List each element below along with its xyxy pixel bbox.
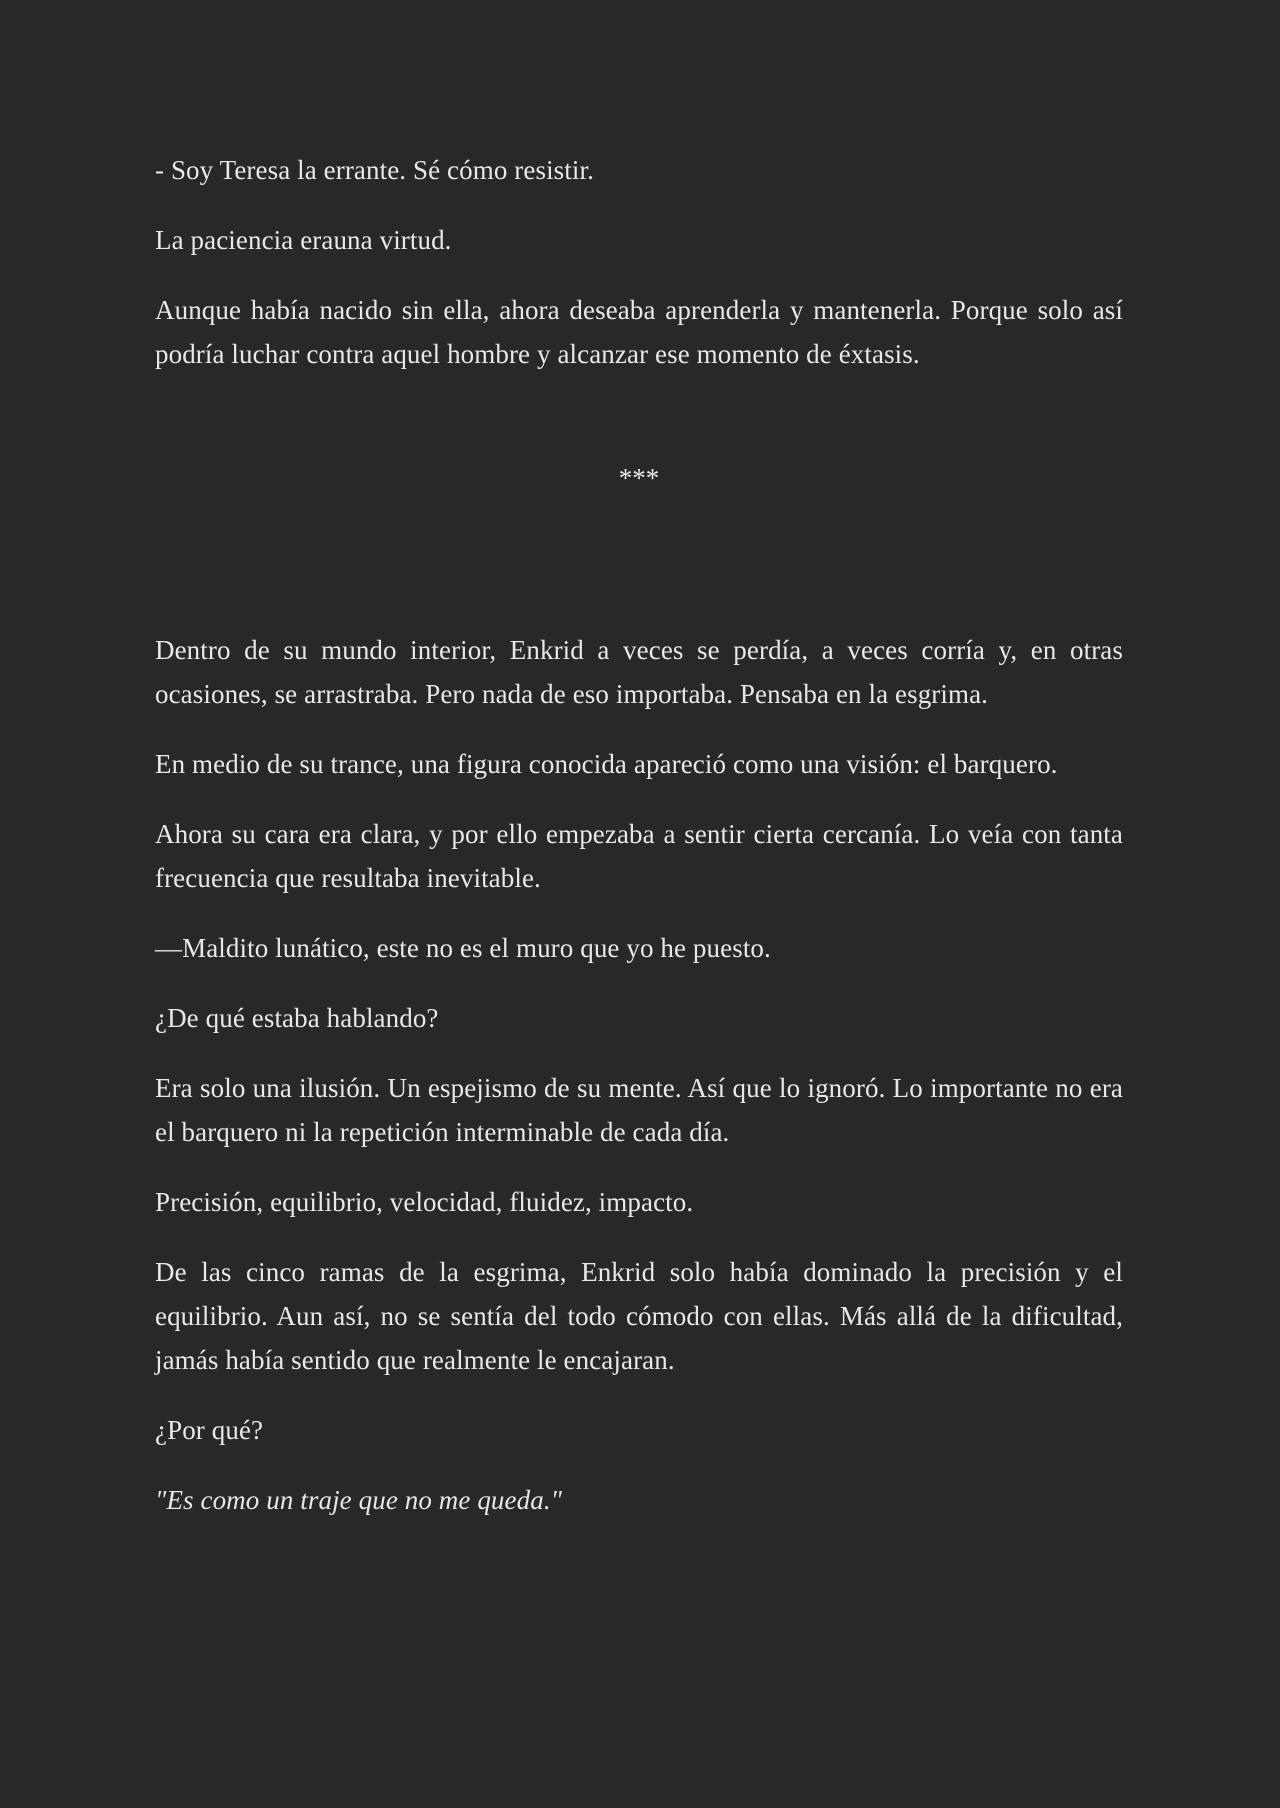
paragraph: Dentro de su mundo interior, Enkrid a veces se perdía, a veces corría y, en otras ocasiones, se arrastraba. Pero nada de eso importaba. Pensaba en la esgrima.	[155, 635, 1123, 709]
paragraph: —Maldito lunático, este no es el muro que yo he puesto.	[155, 933, 771, 963]
paragraph: Ahora su cara era clara, y por ello empezaba a sentir cierta cercanía. Lo veía con tanta frecuencia que resultaba inevitable.	[155, 819, 1123, 893]
paragraph: Precisión, equilibrio, velocidad, fluidez, impacto.	[155, 1187, 694, 1217]
reader-content	[155, 148, 1123, 1548]
quote-paragraph: "Es como un traje que no me queda."	[155, 1485, 563, 1515]
paragraph: ¿De qué estaba hablando?	[155, 1003, 439, 1033]
scene-separator: ***	[618, 463, 660, 493]
paragraph: Era solo una ilusión. Un espejismo de su mente. Así que lo ignoró. Lo importante no era el barquero ni la repetición interminable de cada día.	[155, 1073, 1123, 1147]
paragraph: La paciencia erauna virtud.	[155, 225, 452, 255]
paragraph: - Soy Teresa la errante. Sé cómo resistir.	[155, 155, 594, 185]
paragraph: En medio de su trance, una figura conocida apareció como una visión: el barquero.	[155, 749, 1058, 779]
paragraph: De las cinco ramas de la esgrima, Enkrid solo había dominado la precisión y el equilibrio. Aun así, no se sentía del todo cómodo con ellas. Más allá de la dificultad, jamás había sentido que realmente le encajaran.	[155, 1257, 1123, 1375]
paragraph: ¿Por qué?	[155, 1415, 264, 1445]
paragraph: Aunque había nacido sin ella, ahora deseaba aprenderla y mantenerla. Porque solo así podría luchar contra aquel hombre y alcanzar ese momento de éxtasis.	[155, 295, 1123, 369]
